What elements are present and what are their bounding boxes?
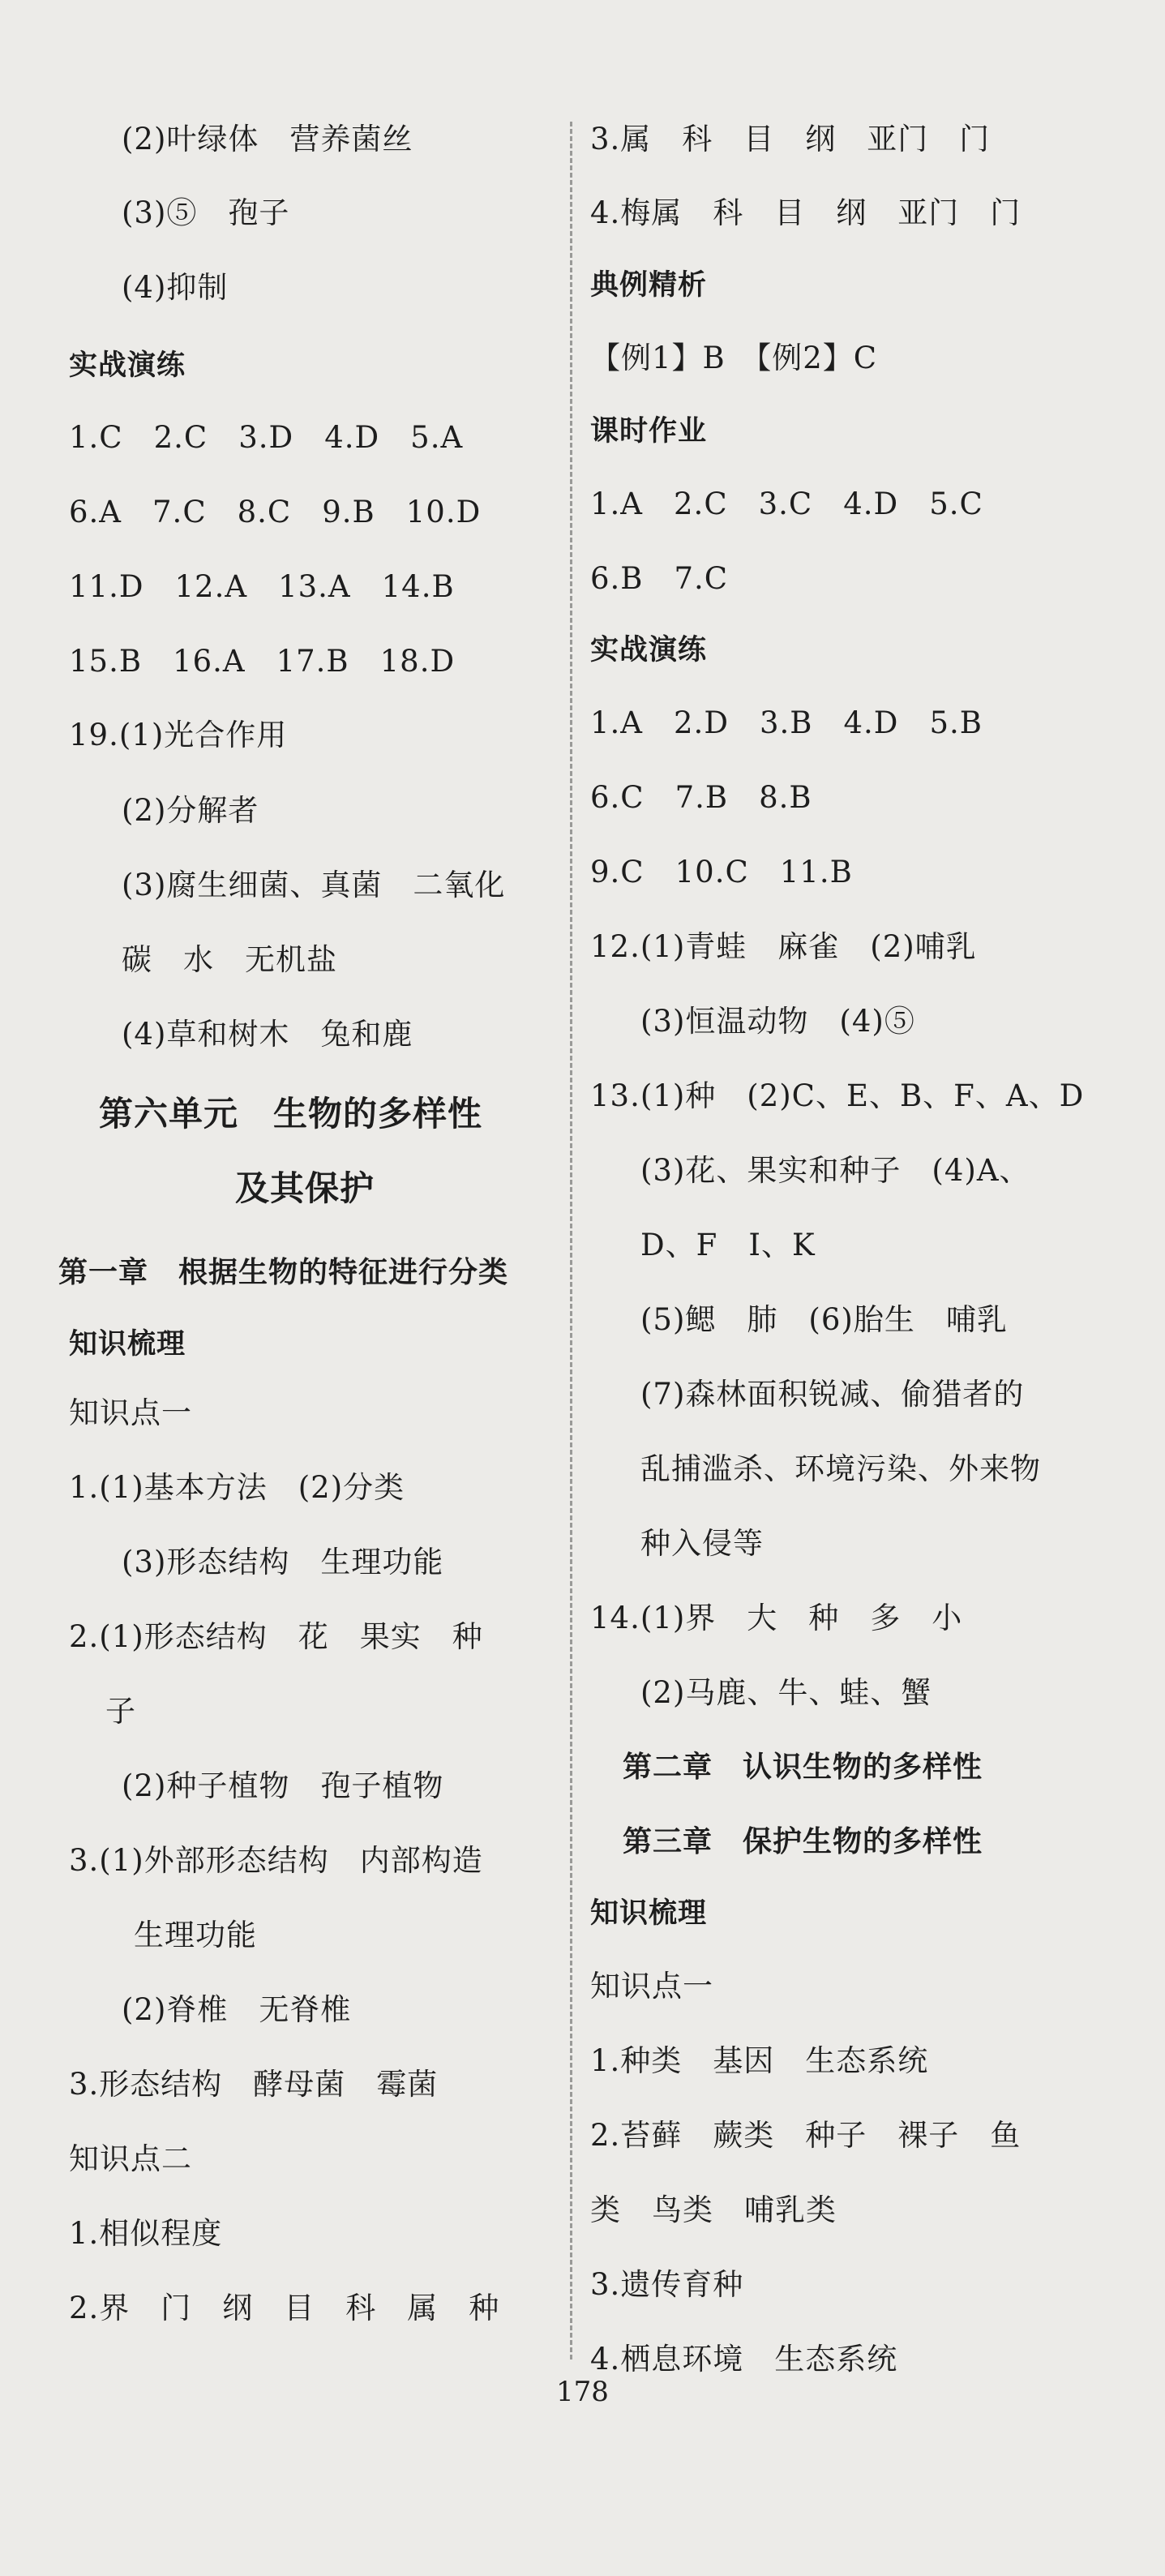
left-text-line: 2.(1)形态结构 花 果实 种 xyxy=(69,1619,483,1654)
left-text-line: 知识梳理 xyxy=(69,1328,186,1361)
left-text-line: 第一章 根据生物的特征进行分类 xyxy=(58,1256,509,1289)
right-text-line: 4.梅属 科 目 纲 亚门 门 xyxy=(590,195,1022,230)
right-text-line: 3.遗传育种 xyxy=(590,2267,744,2302)
left-text-line: 碳 水 无机盐 xyxy=(122,942,337,977)
left-text-line: 及其保护 xyxy=(235,1168,375,1208)
right-text-line: 3.属 科 目 纲 亚门 门 xyxy=(590,122,991,156)
right-text-line: 4.栖息环境 生态系统 xyxy=(590,2342,898,2377)
left-text-line: 子 xyxy=(105,1694,136,1729)
right-text-line: 1.A 2.D 3.B 4.D 5.B xyxy=(590,705,983,740)
right-text-line: (3)花、果实和种子 (4)A、 xyxy=(640,1153,1030,1188)
right-text-line: (3)恒温动物 (4)⑤ xyxy=(640,1004,915,1039)
right-text-line: 12.(1)青蛙 麻雀 (2)哺乳 xyxy=(590,929,977,964)
right-text-line: 知识梳理 xyxy=(590,1897,708,1930)
right-text-line: 知识点一 xyxy=(590,1969,713,2004)
right-text-line: 9.C 10.C 11.B xyxy=(590,855,853,889)
right-text-line: 1.A 2.C 3.C 4.D 5.C xyxy=(590,486,983,521)
left-text-line: 2.界 门 纲 目 科 属 种 xyxy=(69,2291,500,2325)
left-text-line: 15.B 16.A 17.B 18.D xyxy=(69,644,456,679)
right-text-line: 课时作业 xyxy=(590,415,708,448)
left-text-line: (3)形态结构 生理功能 xyxy=(122,1545,444,1579)
left-text-line: 3.形态结构 酵母菌 霉菌 xyxy=(69,2067,439,2102)
left-text-line: 实战演练 xyxy=(69,349,186,382)
right-text-line: 第二章 认识生物的多样性 xyxy=(623,1751,983,1784)
right-text-line: 类 鸟类 哺乳类 xyxy=(590,2192,837,2227)
left-text-line: 第六单元 生物的多样性 xyxy=(99,1094,483,1134)
right-text-line: (5)鳃 肺 (6)胎生 哺乳 xyxy=(640,1302,1008,1337)
right-text-line: (7)森林面积锐减、偷猎者的 xyxy=(640,1377,1025,1412)
left-text-line: (3)腐生细菌、真菌 二氧化 xyxy=(122,868,506,902)
left-text-line: (2)种子植物 孢子植物 xyxy=(122,1768,444,1803)
right-text-line: (2)马鹿、牛、蛙、蟹 xyxy=(640,1675,932,1710)
right-text-line: 实战演练 xyxy=(590,634,708,667)
right-text-line: 【例1】B 【例2】C xyxy=(590,341,878,375)
left-text-line: (2)分解者 xyxy=(122,793,259,828)
right-text-line: 6.B 7.C xyxy=(590,561,729,596)
right-text-line: 14.(1)界 大 种 多 小 xyxy=(590,1601,963,1635)
left-text-line: 生理功能 xyxy=(134,1918,257,1952)
right-text-line: 13.(1)种 (2)C、E、B、F、A、D xyxy=(590,1078,1085,1113)
right-text-line: 2.苔藓 蕨类 种子 裸子 鱼 xyxy=(590,2118,1022,2153)
left-text-line: 6.A 7.C 8.C 9.B 10.D xyxy=(69,495,482,529)
right-text-line: 种入侵等 xyxy=(640,1526,764,1561)
right-text-line: 6.C 7.B 8.B xyxy=(590,780,812,815)
left-text-line: 1.C 2.C 3.D 4.D 5.A xyxy=(69,420,464,455)
page-number: 178 xyxy=(556,2376,609,2408)
left-text-line: (2)脊椎 无脊椎 xyxy=(122,1992,352,2027)
right-text-line: D、F I、K xyxy=(640,1228,816,1262)
right-text-line: 第三章 保护生物的多样性 xyxy=(623,1825,983,1858)
left-text-line: (4)抑制 xyxy=(122,270,229,305)
left-text-line: 3.(1)外部形态结构 内部构造 xyxy=(69,1843,483,1878)
left-text-line: 知识点二 xyxy=(69,2141,192,2176)
left-text-line: 19.(1)光合作用 xyxy=(69,718,288,752)
left-text-line: (3)⑤ 孢子 xyxy=(122,195,290,230)
left-text-line: (2)叶绿体 营养菌丝 xyxy=(122,122,413,156)
left-text-line: 知识点一 xyxy=(69,1395,192,1430)
left-text-line: 1.相似程度 xyxy=(69,2216,223,2251)
right-text-line: 典例精析 xyxy=(590,269,708,302)
left-text-line: (4)草和树木 兔和鹿 xyxy=(122,1017,413,1052)
right-text-line: 1.种类 基因 生态系统 xyxy=(590,2043,929,2078)
right-text-line: 乱捕滥杀、环境污染、外来物 xyxy=(640,1451,1041,1486)
column-divider xyxy=(570,122,572,2360)
left-text-line: 11.D 12.A 13.A 14.B xyxy=(69,569,455,604)
left-text-line: 1.(1)基本方法 (2)分类 xyxy=(69,1470,405,1505)
